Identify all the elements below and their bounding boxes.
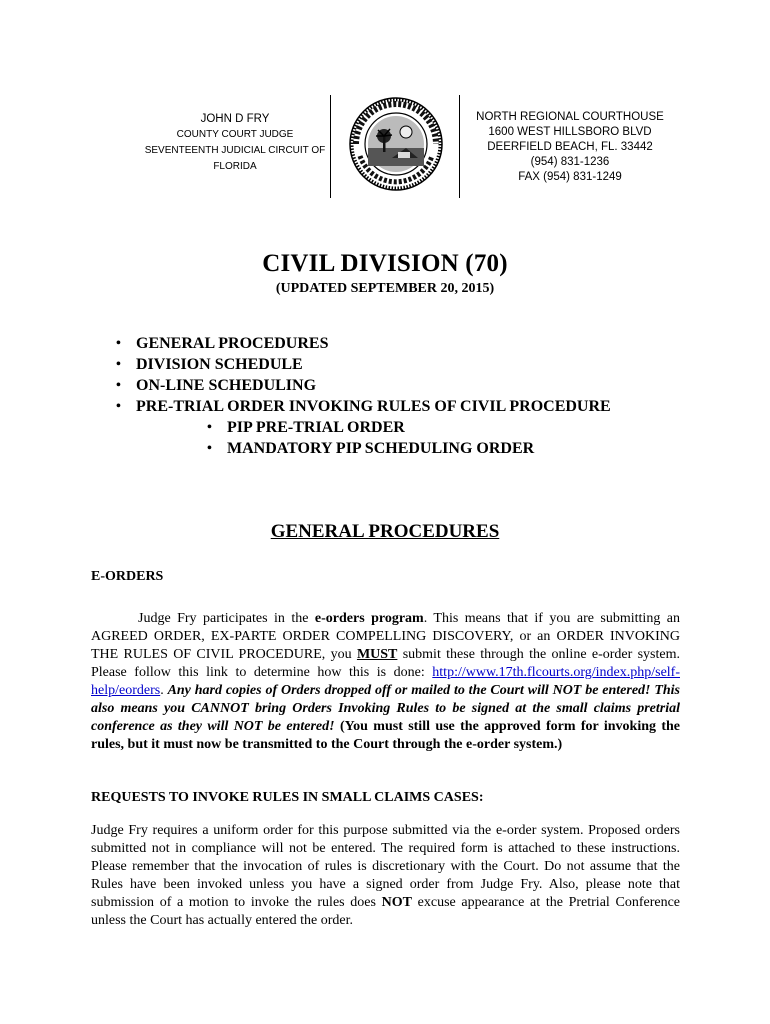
eorders-paragraph: Judge Fry participates in the e-orders program. This means that if you are submitting an AGREED ORDER, EX-PARTE ORDER COMPELLING DISCOVERY, or an ORDER INVOKING THE RULES OF CIVIL PROCEDURE, you MUST submit these through the online e-order system. Please follow this link to determine how this is done: http://www.17th.flcourts.org/index.php/self-help/eorders. Any hard copies of Orders dropped off or mailed to the Court will NOT be entered! This also means you CANNOT bring Orders Invoking Rules to be signed at the small claims pretrial conference as they will NOT be entered! (You must still use the approved form for invoking the rules, but it must now be transmitted to the Court through the e-order system.)	[91, 611, 681, 752]
state-seal-icon	[348, 96, 444, 192]
sub-list-item: • MANDATORY PIP SCHEDULING ORDER	[207, 440, 535, 457]
courthouse-info	[470, 110, 670, 185]
bullet-icon: •	[116, 399, 121, 414]
list-item: • PRE-TRIAL ORDER INVOKING RULES OF CIVIL PROCEDURE	[116, 398, 611, 415]
page-title: CIVIL DIVISION (70)	[262, 250, 508, 277]
small-claims-paragraph: Judge Fry requires a uniform order for this purpose submitted via the e-order system. Proposed orders submitted not in compliance will not be entered. The required form is attached to these instructions. Please remember that the invocation of rules is discretionary with the Court. Do not assume that the Rules have been invoked unless you have a signed order from Judge Fry. Also, please note that submission of a motion to invoke the rules does NOT excuse appearance at the Pretrial Conference unless the Court has actually entered the order.	[91, 823, 680, 928]
courthouse-phone: (954) 831-1236	[530, 156, 610, 168]
page-subtitle: (UPDATED SEPTEMBER 20, 2015)	[275, 281, 495, 296]
bullet-icon: •	[207, 420, 212, 435]
bullet-icon: •	[116, 378, 121, 393]
circuit-line-1: SEVENTEENTH JUDICIAL CIRCUIT OF	[144, 145, 326, 156]
courthouse-fax: FAX (954) 831-1249	[518, 171, 622, 183]
list-item: • ON-LINE SCHEDULING	[116, 377, 317, 394]
eorders-link[interactable]: http://www.17th.flcourts.org/index.php/self-help/eorders	[91, 665, 680, 698]
judge-title: COUNTY COURT JUDGE	[176, 129, 294, 140]
circuit-line-2: FLORIDA	[213, 161, 257, 172]
list-item: • DIVISION SCHEDULE	[116, 356, 303, 373]
bullet-icon: •	[116, 336, 121, 351]
courthouse-line-3: DEERFIELD BEACH, FL. 33442	[487, 141, 653, 153]
sub-list-item: • PIP PRE-TRIAL ORDER	[207, 419, 405, 436]
eorders-heading: E-ORDERS	[91, 569, 164, 584]
bullet-icon: •	[116, 357, 121, 372]
courthouse-line-1: NORTH REGIONAL COURTHOUSE	[476, 111, 664, 123]
section-heading: GENERAL PROCEDURES	[270, 521, 500, 542]
courthouse-line-2: 1600 WEST HILLSBORO BLVD	[488, 126, 652, 138]
bullet-icon: •	[207, 441, 212, 456]
list-item: • GENERAL PROCEDURES	[116, 335, 329, 352]
small-claims-heading: REQUESTS TO INVOKE RULES IN SMALL CLAIMS CASES:	[91, 790, 484, 805]
judge-name: JOHN D FRY	[200, 113, 270, 125]
judge-info	[110, 111, 360, 175]
